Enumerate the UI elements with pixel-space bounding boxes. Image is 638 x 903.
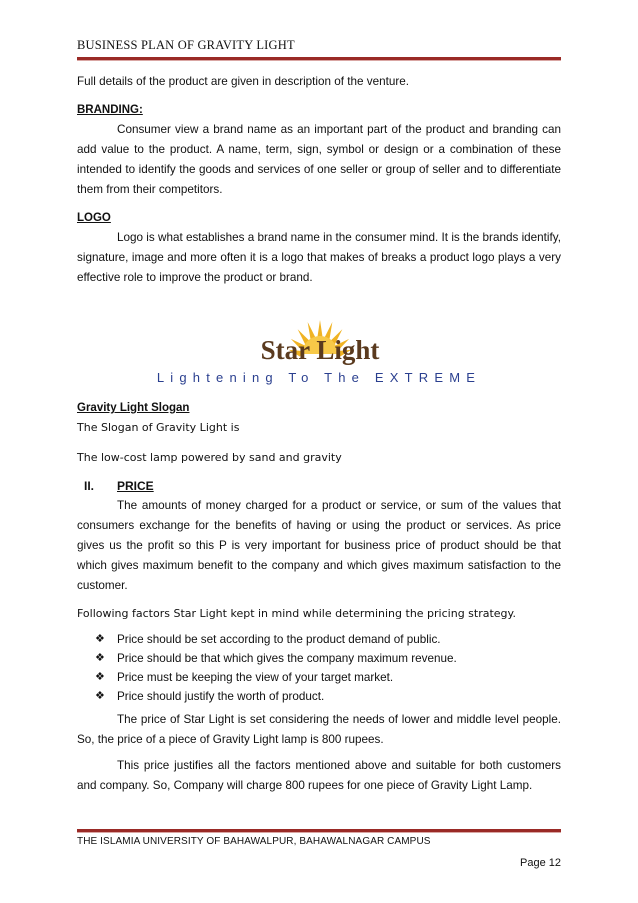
- diamond-bullet-icon: ❖: [95, 671, 105, 683]
- footer-rule: [77, 829, 561, 833]
- pricing-factors-list: [95, 630, 561, 706]
- logo-brand-text: Star Light: [260, 335, 380, 365]
- intro-paragraph: Full details of the product are given in description of the venture.: [77, 75, 409, 88]
- price-paragraph-3: This price justifies all the factors mentioned above and suitable for both customers and company. So, Company will charge 800 rupees for one piece of Gravity Light Lamp.: [77, 759, 561, 792]
- list-item: ❖ Price should be set according to the product demand of public.: [95, 630, 561, 649]
- page-number: Page 12: [520, 857, 561, 869]
- header-rule: [77, 57, 561, 61]
- factors-intro: Following factors Star Light kept in mind while determining the pricing strategy.: [77, 607, 516, 620]
- diamond-bullet-icon: ❖: [95, 652, 105, 664]
- price-number: II.: [84, 479, 95, 493]
- price-paragraph-2: The price of Star Light is set considering the needs of lower and middle level people. So, the price of a piece of Gravity Light lamp is 800 rupees.: [77, 713, 561, 746]
- price-paragraph: The amounts of money charged for a product or service, or sum of the values that consumers exchange for the benefits of having or using the product or services. As price gives us the profit so this P is very important for business price of product should be that which gives maximum benefit to the company and which gives maximum satisfaction to the customer.: [77, 499, 561, 592]
- logo-heading: LOGO: [77, 212, 111, 224]
- list-item: ❖ Price should justify the worth of product.: [95, 687, 561, 706]
- branding-heading: BRANDING:: [77, 104, 143, 116]
- list-item: ❖ Price must be keeping the view of your target market.: [95, 668, 561, 687]
- logo-image: [77, 318, 561, 390]
- running-header: BUSINESS PLAN OF GRAVITY LIGHT: [77, 38, 295, 52]
- page-content: [77, 72, 561, 796]
- price-heading: [77, 476, 561, 496]
- slogan-text: The low-cost lamp powered by sand and gravity: [77, 451, 342, 464]
- diamond-bullet-icon: ❖: [95, 690, 105, 702]
- diamond-bullet-icon: ❖: [95, 633, 105, 645]
- star-light-logo: [77, 318, 561, 388]
- logo-paragraph: Logo is what establishes a brand name in the consumer mind. It is the brands identify, signature, image and more often it is a logo that makes of breaks a product logo plays a very effective role to improve the product or brand.: [77, 231, 561, 284]
- slogan-intro: The Slogan of Gravity Light is: [77, 421, 240, 434]
- slogan-heading: Gravity Light Slogan: [77, 402, 190, 414]
- footer-institution: THE ISLAMIA UNIVERSITY OF BAHAWALPUR, BAHAWALNAGAR CAMPUS: [77, 836, 431, 847]
- list-item: ❖ Price should be that which gives the company maximum revenue.: [95, 649, 561, 668]
- price-label: PRICE: [117, 479, 154, 493]
- logo-tagline-text: Lightening To The EXTREME: [156, 370, 482, 385]
- branding-paragraph: Consumer view a brand name as an important part of the product and branding can add value to the product. A name, term, sign, symbol or design or a combination of these intended to identify the goods and services of one seller or group of seller and to differentiate them from their competitors.: [77, 123, 561, 196]
